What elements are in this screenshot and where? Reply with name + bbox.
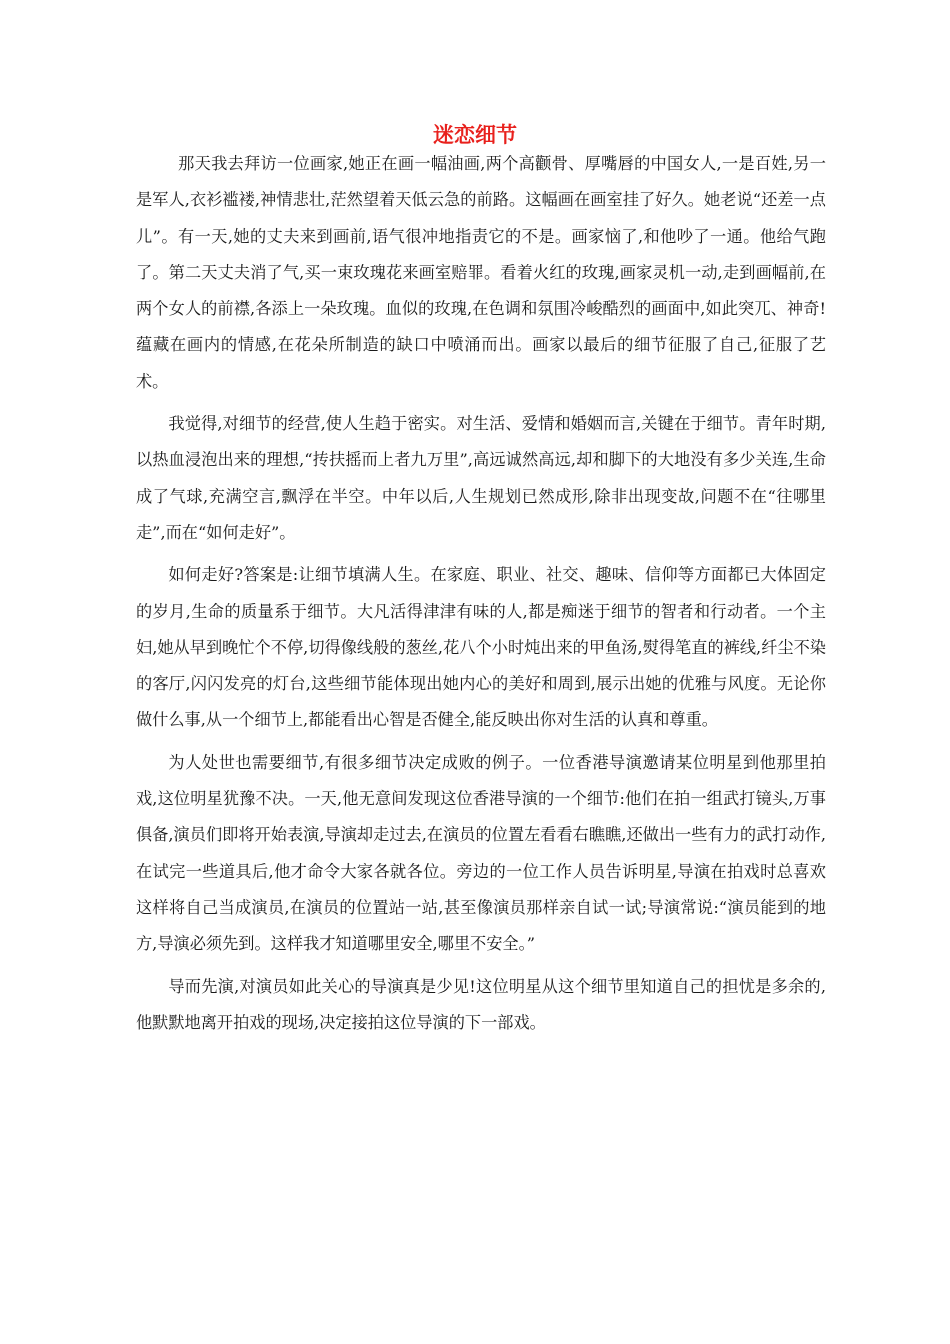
document-title: 迷恋细节	[433, 123, 517, 147]
paragraph-5: 导而先演,对演员如此关心的导演真是少见!这位明星从这个细节里知道自己的担忧是多余的,他默默地离开拍戏的现场,决定接拍这位导演的下一部戏。	[136, 976, 826, 1032]
paragraph-3: 如何走好?答案是:让细节填满人生。在家庭、职业、社交、趣味、信仰等方面都已大体固定的岁月,生命的质量系于细节。大凡活得津津有味的人,都是痴迷于细节的智者和行动者。一个主妇,她从早到晚忙个不停,切得像线般的葱丝,花八个小时炖出来的甲鱼汤,熨得笔直的裤线,纤尘不染的客厅,闪闪发亮的灯台,这些细节能体现出她内心的美好和周到,展示出她的优雅与风度。无论你做什么事,从一个细节上,都能看出心智是否健全,能反映出你对生活的认真和尊重。	[136, 565, 826, 730]
paragraph-2: 我觉得,对细节的经营,使人生趋于密实。对生活、爱情和婚姻而言,关键在于细节。青年时期,以热血浸泡出来的理想,“抟扶摇而上者九万里”,高远诚然高远,却和脚下的大地没有多少关连,生命成了气球,充满空言,飘浮在半空。中年以后,人生规划已然成形,除非出现变故,问题不在“往哪里走”,而在“如何走好”。	[136, 414, 826, 542]
article-body	[136, 146, 826, 1047]
paragraph-4: 为人处世也需要细节,有很多细节决定成败的例子。一位香港导演邀请某位明星到他那里拍戏,这位明星犹豫不决。一天,他无意间发现这位香港导演的一个细节:他们在拍一组武打镜头,万事俱备,演员们即将开始表演,导演却走过去,在演员的位置左看看右瞧瞧,还做出一些有力的武打动作,在试完一些道具后,他才命令大家各就各位。旁边的一位工作人员告诉明星,导演在拍戏时总喜欢这样将自己当成演员,在演员的位置站一站,甚至像演员那样亲自试一试;导演常说:“演员能到的地方,导演必须先到。这样我才知道哪里安全,哪里不安全。”	[136, 752, 826, 954]
paragraph-1: 那天我去拜访一位画家,她正在画一幅油画,两个高颧骨、厚嘴唇的中国女人,一是百姓,另一是军人,衣衫褴褛,神情悲壮,茫然望着天低云急的前路。这幅画在画室挂了好久。她老说“还差一点儿”。有一天,她的丈夫来到画前,语气很冲地指责它的不是。画家恼了,和他吵了一通。他给气跑了。第二天丈夫消了气,买一束玫瑰花来画室赔罪。看着火红的玫瑰,画家灵机一动,走到画幅前,在两个女人的前襟,各添上一朵玫瑰。血似的玫瑰,在色调和氛围冷峻酷烈的画面中,如此突兀、神奇!蕴藏在画内的情感,在花朵所制造的缺口中喷涌而出。画家以最后的细节征服了自己,征服了艺术。	[136, 154, 826, 391]
